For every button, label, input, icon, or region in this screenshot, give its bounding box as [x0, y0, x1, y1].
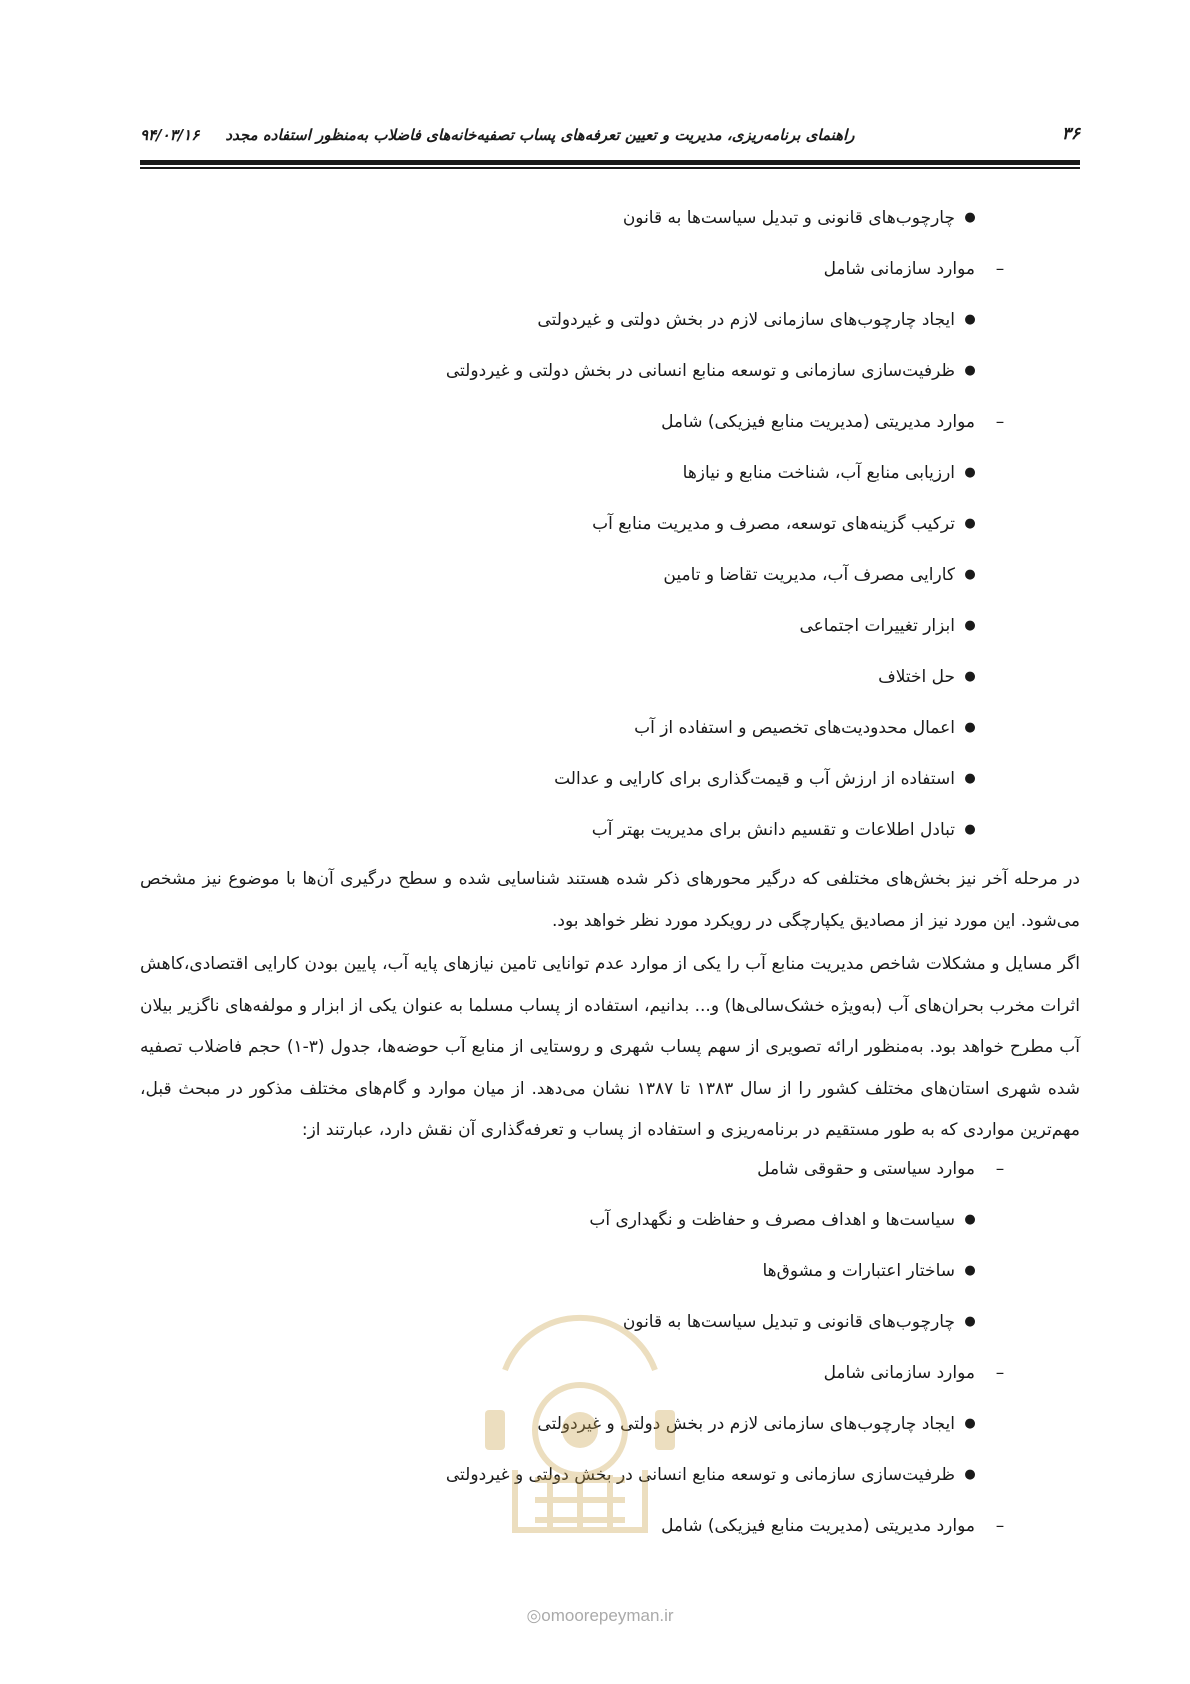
footer-url — [490, 1606, 710, 1626]
list-item — [140, 664, 1080, 715]
dash-marker-icon: – — [995, 412, 1005, 432]
list-item — [140, 766, 1080, 817]
list-item-text: موارد سازمانی شامل — [823, 1362, 975, 1383]
bullet-icon: ● — [964, 822, 976, 837]
bullet-icon: ● — [964, 1466, 976, 1482]
list-item-text: اعمال محدودیت‌های تخصیص و استفاده از آب — [634, 718, 955, 738]
list-item-text: چارچوب‌های قانونی و تبدیل سیاست‌ها به قانون — [622, 208, 955, 228]
bullet-icon: ● — [964, 210, 976, 225]
dash-marker-icon: – — [995, 1362, 1005, 1383]
list-item-text: ظرفیت‌سازی سازمانی و توسعه منابع انسانی در بخش دولتی و غیردولتی — [445, 361, 955, 381]
bullet-icon: ● — [964, 1313, 976, 1329]
bullet-icon: ● — [964, 720, 976, 735]
paragraph: اگر مسایل و مشکلات شاخص مدیریت منابع آب را یکی از موارد عدم توانایی تامین نیازهای پایه آب، پایین بودن کارایی اقتصادی،کاهش اثرات مخرب بحران‌های آب (به‌ویژه خشک‌سالی‌ها) و... بدانیم، استفاده از پساب مسلما به عنوان یکی از ابزار و مولفه‌های ناگزیر بیلان آب مطرح خواهد بود. به‌منظور ارائه تصویری از سهم پساب شهری و روستایی از منابع آب حوضه‌ها، جدول (۳-۱) حجم فاضلاب تصفیه شده شهری استان‌های مختلف کشور را از سال ۱۳۸۳ تا ۱۳۸۷ نشان می‌دهد. از میان موارد و گام‌های مختلف مذکور در مبحث قبل، مهم‌ترین مواردی که به طور مستقیم در برنامه‌ریزی و استفاده از پساب و تعرفه‌گذاری آن نقش دارد، عبارتند از: — [140, 954, 1081, 1140]
list-item — [140, 358, 1080, 409]
header-rule-thin — [140, 167, 1080, 169]
paragraph: در مرحله آخر نیز بخش‌های مختلفی که درگیر محورهای ذکر شده هستند شناسایی شده و سطح درگیری آن‌ها با موضوع نیز مشخص می‌شود. این مورد نیز از مصادیق یکپارچگی در رویکرد مورد نظر خواهد بود. — [140, 869, 1080, 931]
list-item-text: ابزار تغییرات اجتماعی — [799, 616, 955, 636]
list-item-text: چارچوب‌های قانونی و تبدیل سیاست‌ها به قانون — [622, 1311, 955, 1332]
dash-marker-icon: – — [995, 1158, 1005, 1179]
list-item-text: موارد مدیریتی (مدیریت منابع فیزیکی) شامل — [661, 412, 975, 432]
list-item — [140, 817, 1080, 868]
list-item-dash — [140, 409, 1080, 460]
list-item-text: موارد مدیریتی (مدیریت منابع فیزیکی) شامل — [661, 1515, 975, 1536]
bullet-icon: ● — [964, 618, 976, 633]
list-item — [140, 205, 1080, 256]
list-item — [140, 613, 1080, 664]
dash-marker-icon: – — [995, 259, 1005, 279]
list-item-text: ظرفیت‌سازی سازمانی و توسعه منابع انسانی در بخش دولتی و غیردولتی — [445, 1464, 955, 1485]
list-section-1 — [140, 205, 1080, 868]
list-item — [140, 307, 1080, 358]
bullet-icon: ● — [964, 1211, 976, 1227]
header-rule — [140, 160, 1080, 165]
globe-icon: ◎ — [526, 1606, 542, 1625]
bullet-icon: ● — [964, 312, 976, 327]
list-item-dash — [140, 1156, 1080, 1207]
bullet-icon: ● — [964, 363, 976, 378]
list-item-text: تبادل اطلاعات و تقسیم دانش برای مدیریت بهتر آب — [591, 820, 955, 840]
list-item-text: ارزیابی منابع آب، شناخت منابع و نیازها — [682, 463, 955, 483]
list-item-text: ایجاد چارچوب‌های سازمانی لازم در بخش دولتی و غیردولتی — [537, 310, 955, 330]
list-item-text: استفاده از ارزش آب و قیمت‌گذاری برای کارایی و عدالت — [554, 769, 955, 789]
bullet-icon: ● — [964, 1262, 976, 1278]
bullet-icon: ● — [964, 516, 976, 531]
list-item-text: ترکیب گزینه‌های توسعه، مصرف و مدیریت منابع آب — [592, 514, 955, 534]
page-number: ۳۶ — [1061, 124, 1080, 144]
dash-marker-icon: – — [995, 1515, 1005, 1536]
list-item — [140, 1207, 1080, 1258]
page-header — [140, 124, 1080, 152]
seal-watermark-icon — [475, 1300, 685, 1540]
list-item-text: ساختار اعتبارات و مشوق‌ها — [762, 1260, 955, 1281]
list-item — [140, 562, 1080, 613]
list-item-text: سیاست‌ها و اهداف مصرف و حفاظت و نگهداری آب — [589, 1209, 955, 1230]
list-item — [140, 511, 1080, 562]
bullet-icon: ● — [964, 771, 976, 786]
bullet-icon: ● — [964, 465, 976, 480]
list-item-dash — [140, 256, 1080, 307]
list-item — [140, 715, 1080, 766]
list-item-text: موارد سیاستی و حقوقی شامل — [757, 1158, 975, 1179]
footer-url-text: omoorepeyman.ir — [541, 1606, 674, 1625]
bullet-icon: ● — [964, 1415, 976, 1431]
header-title-text: راهنمای برنامه‌ریزی، مدیریت و تعیین تعرفه‌های پساب تصفیه‌خانه‌های فاضلاب به‌منظور استفاده مجدد — [225, 126, 855, 144]
header-date: ۹۴/۰۳/۱۶ — [140, 126, 200, 144]
header-title — [140, 126, 854, 144]
list-item-text: کارایی مصرف آب، مدیریت تقاضا و تامین — [663, 565, 955, 585]
list-item-text: ایجاد چارچوب‌های سازمانی لازم در بخش دولتی و غیردولتی — [537, 1413, 955, 1434]
bullet-icon: ● — [964, 669, 976, 684]
list-item — [140, 460, 1080, 511]
list-item-text: حل اختلاف — [878, 667, 955, 687]
bullet-icon: ● — [964, 567, 976, 582]
list-item-text: موارد سازمانی شامل — [823, 259, 975, 279]
